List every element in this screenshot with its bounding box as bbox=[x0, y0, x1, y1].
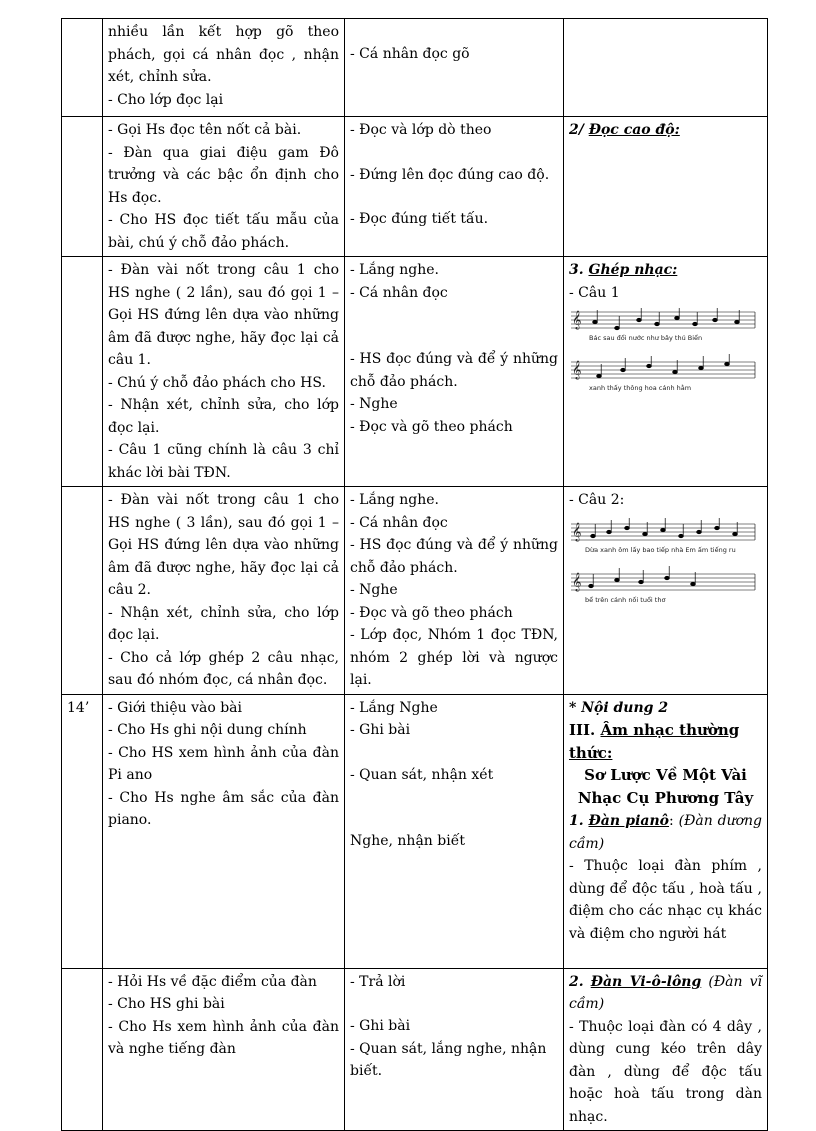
teacher-line: - Cho Hs ghi nội dung chính bbox=[108, 722, 307, 738]
student-line: - Cá nhân đọc bbox=[350, 514, 448, 531]
student-line: - Lắng nghe. bbox=[350, 492, 439, 508]
time-cell bbox=[62, 117, 103, 257]
content-star: * Nội dung 2 bbox=[569, 699, 669, 716]
student-activity-cell bbox=[345, 694, 564, 968]
time-cell: 14’ bbox=[62, 694, 103, 968]
student-line: - Đọc và gõ theo phách bbox=[350, 418, 513, 435]
time-cell bbox=[62, 487, 103, 695]
teacher-line: - Cho HS xem hình ảnh của đàn Pi ano bbox=[108, 744, 339, 783]
student-activity-cell bbox=[345, 968, 564, 1131]
student-activity-cell bbox=[345, 487, 564, 695]
content-cell bbox=[564, 257, 768, 487]
svg-text:𝄞: 𝄞 bbox=[572, 571, 582, 591]
svg-text:𝄞: 𝄞 bbox=[572, 521, 582, 541]
content-heading: 2/ Đọc cao độ: bbox=[569, 122, 680, 138]
table-row bbox=[62, 968, 768, 1131]
music-score-phrase-2 bbox=[569, 514, 759, 624]
content-cell bbox=[564, 968, 768, 1131]
table-row bbox=[62, 487, 768, 695]
student-line: - Lắng Nghe bbox=[350, 699, 438, 716]
teacher-line: - Cho lớp đọc lại bbox=[108, 91, 224, 108]
teacher-line: - Đàn qua giai điệu gam Đô trưởng và các bậc ổn định cho Hs đọc. bbox=[108, 144, 339, 206]
score-lyrics-line: Dừa xanh ôm lấy bao tiếp nhà Em ấm tiếng ru bbox=[585, 545, 736, 554]
student-line: - Trả lời bbox=[350, 973, 406, 990]
teacher-line: - Chú ý chỗ đảo phách cho HS. bbox=[108, 374, 326, 391]
section-subtitle: Sơ Lược Về Một Vài Nhạc Cụ Phương Tây bbox=[577, 766, 754, 807]
student-line: - Cá nhân đọc gõ bbox=[350, 46, 470, 62]
student-activity-cell bbox=[345, 117, 564, 257]
student-line: - Nghe bbox=[350, 396, 398, 412]
student-line: - HS đọc đúng và để ý những chỗ đảo phách. bbox=[350, 351, 558, 390]
teacher-line: - Nhận xét, chỉnh sửa, cho lớp đọc lại. bbox=[108, 604, 339, 643]
teacher-line: - Cho HS ghi bài bbox=[108, 996, 225, 1012]
teacher-line: - Đàn vài nốt trong câu 1 cho HS nghe ( 3 lần), sau đó gọi 1 – Gọi HS đứng lên dựa vào những âm đã được nghe, hãy đọc lại cả câu 2. bbox=[108, 492, 339, 598]
student-line: - Đọc đúng tiết tấu. bbox=[350, 211, 489, 227]
time-cell bbox=[62, 257, 103, 487]
student-line: Nghe, nhận biết bbox=[350, 833, 465, 849]
student-line: - Quan sát, nhận xét bbox=[350, 766, 494, 783]
score-lyrics-line: xanh thấy thông hoa cánh hằm bbox=[589, 384, 692, 392]
student-line: - Nghe bbox=[350, 582, 398, 598]
teacher-line: - Giới thiệu vào bài bbox=[108, 699, 242, 716]
score-lyrics-line: Bác sau đổi nước như bây thú Biển bbox=[589, 334, 703, 342]
student-line: - Đứng lên đọc đúng cao độ. bbox=[350, 166, 550, 183]
teacher-line: - Câu 1 cũng chính là câu 3 chỉ khác lời bài TĐN. bbox=[108, 442, 339, 481]
teacher-activity-cell bbox=[103, 487, 345, 695]
teacher-activity-cell bbox=[103, 968, 345, 1131]
teacher-line: - Nhận xét, chỉnh sửa, cho lớp đọc lại. bbox=[108, 397, 339, 436]
content-heading: 3. Ghép nhạc: bbox=[569, 262, 678, 278]
teacher-line: - Cho Hs xem hình ảnh của đàn và nghe tiếng đàn bbox=[108, 1018, 339, 1057]
teacher-line: - Cho Hs nghe âm sắc của đàn piano. bbox=[108, 789, 339, 828]
content-cell bbox=[564, 19, 768, 117]
teacher-activity-cell bbox=[103, 117, 345, 257]
content-cell bbox=[564, 694, 768, 968]
svg-text:𝄞: 𝄞 bbox=[572, 310, 582, 329]
teacher-line: nhiều lần kết hợp gõ theo phách, gọi cá nhân đọc , nhận xét, chỉnh sửa. bbox=[108, 24, 339, 85]
table-row bbox=[62, 117, 768, 257]
teacher-line: - Hỏi Hs về đặc điểm của đàn bbox=[108, 973, 317, 990]
instrument-item: 1. Đàn pianô: (Đàn dương cầm) bbox=[569, 813, 763, 852]
lesson-plan-table bbox=[61, 18, 768, 1131]
time-cell bbox=[62, 968, 103, 1131]
table-row bbox=[62, 694, 768, 968]
student-line: - Đọc và gõ theo phách bbox=[350, 604, 513, 621]
music-score-phrase-1 bbox=[569, 306, 759, 416]
teacher-line: - Gọi Hs đọc tên nốt cả bài. bbox=[108, 122, 302, 138]
student-activity-cell bbox=[345, 19, 564, 117]
content-cell bbox=[564, 117, 768, 257]
student-line: - Ghi bài bbox=[350, 1018, 411, 1034]
score-lyrics-line: bể trên cánh nối tuổi thơ bbox=[585, 595, 666, 604]
instrument-description: - Thuộc loại đàn có 4 dây , dùng cung kéo trên dây đàn , dùng để độc tấu hoặc hoà tấu trong dàn nhạc. bbox=[569, 1018, 762, 1125]
score-label: - Câu 1 bbox=[569, 284, 620, 301]
student-line: - Lớp đọc, Nhóm 1 đọc TĐN, nhóm 2 ghép lời và ngược lại. bbox=[350, 627, 558, 688]
teacher-activity-cell bbox=[103, 19, 345, 117]
student-line: - Cá nhân đọc bbox=[350, 284, 448, 301]
table-row bbox=[62, 257, 768, 487]
student-line: - Lắng nghe. bbox=[350, 262, 439, 278]
teacher-line: - Đàn vài nốt trong câu 1 cho HS nghe ( 2 lần), sau đó gọi 1 – Gọi HS đứng lên dựa vào những âm đã được nghe, hãy đọc lại cả câu 1. bbox=[108, 262, 339, 368]
section-heading: III. Âm nhạc thường thức: bbox=[569, 721, 740, 762]
student-line: - HS đọc đúng và để ý những chỗ đảo phách. bbox=[350, 537, 558, 576]
table-row bbox=[62, 19, 768, 117]
time-cell bbox=[62, 19, 103, 117]
student-line: - Ghi bài bbox=[350, 722, 411, 738]
svg-text:𝄞: 𝄞 bbox=[572, 360, 582, 379]
instrument-description: - Thuộc loại đàn phím , dùng để độc tấu , hoà tấu , điệm cho các nhạc cụ khác và điệm cho người hát bbox=[569, 858, 762, 942]
student-activity-cell bbox=[345, 257, 564, 487]
student-line: - Đọc và lớp dò theo bbox=[350, 122, 492, 138]
teacher-line: - Cho cả lớp ghép 2 câu nhạc, sau đó nhóm đọc, cá nhân đọc. bbox=[108, 649, 339, 688]
score-label: - Câu 2: bbox=[569, 492, 625, 508]
content-cell bbox=[564, 487, 768, 695]
instrument-item: 2. Đàn Vi-ô-lông (Đàn vĩ cầm) bbox=[569, 973, 762, 1012]
teacher-line: - Cho HS đọc tiết tấu mẫu của bài, chú ý chỗ đảo phách. bbox=[108, 212, 339, 251]
teacher-activity-cell bbox=[103, 694, 345, 968]
student-line: - Quan sát, lắng nghe, nhận biết. bbox=[350, 1040, 547, 1079]
teacher-activity-cell bbox=[103, 257, 345, 487]
